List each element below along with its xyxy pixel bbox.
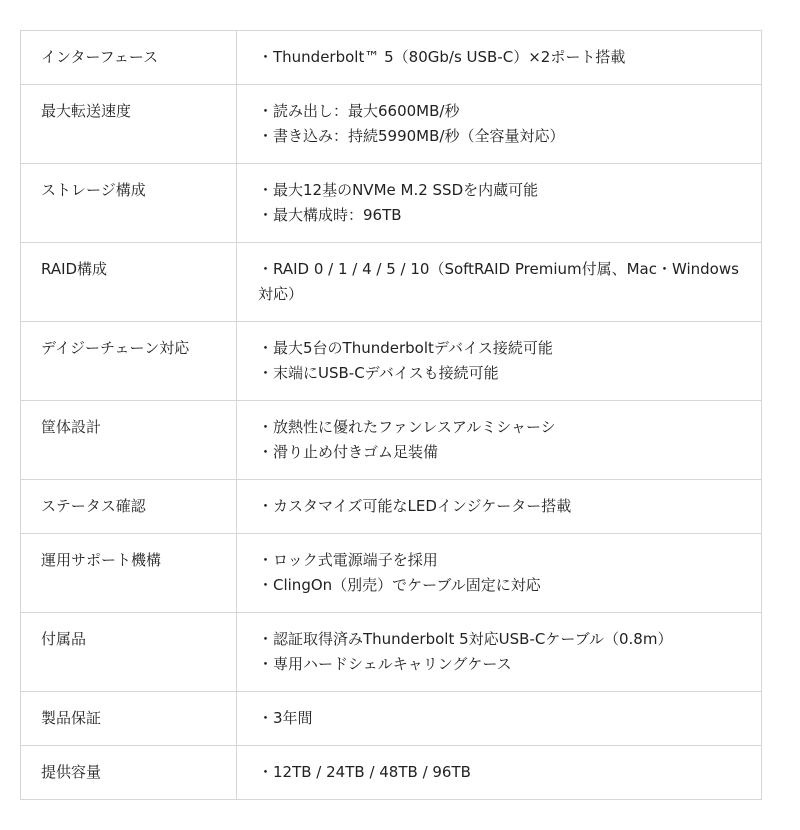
spec-table-body xyxy=(21,31,762,800)
value-line: ・書き込み：持続5990MB/秒（全容量対応） xyxy=(258,127,565,145)
row-label: 製品保証 xyxy=(21,692,237,746)
table-row xyxy=(21,692,762,746)
value-line: ・末端にUSB-Cデバイスも接続可能 xyxy=(258,364,499,382)
row-label: インターフェース xyxy=(21,31,237,85)
table-row xyxy=(21,31,762,85)
row-label: RAID構成 xyxy=(21,243,237,322)
row-value xyxy=(237,164,762,243)
row-label: ステータス確認 xyxy=(21,480,237,534)
value-line: ・ClingOn（別売）でケーブル固定に対応 xyxy=(258,576,541,594)
value-line: ・12TB / 24TB / 48TB / 96TB xyxy=(258,763,471,781)
row-value xyxy=(237,85,762,164)
table-row xyxy=(21,164,762,243)
value-line: ・読み出し：最大6600MB/秒 xyxy=(258,102,460,120)
value-line: ・ロック式電源端子を採用 xyxy=(258,551,438,569)
row-value xyxy=(237,480,762,534)
table-row xyxy=(21,322,762,401)
row-label: デイジーチェーン対応 xyxy=(21,322,237,401)
spec-table xyxy=(20,30,762,800)
row-label: 提供容量 xyxy=(21,746,237,800)
row-value xyxy=(237,746,762,800)
row-value xyxy=(237,322,762,401)
value-line: ・滑り止め付きゴム足装備 xyxy=(258,443,439,461)
value-line: ・RAID 0 / 1 / 4 / 5 / 10（SoftRAID Premium付属、Mac・Windows対応） xyxy=(258,260,739,303)
row-value xyxy=(237,401,762,480)
value-line: ・Thunderbolt™ 5（80Gb/s USB-C）×2ポート搭載 xyxy=(258,48,626,66)
row-label: 運用サポート機構 xyxy=(21,534,237,613)
table-row xyxy=(21,746,762,800)
table-row xyxy=(21,613,762,692)
row-label: 付属品 xyxy=(21,613,237,692)
row-value xyxy=(237,243,762,322)
value-line: ・最大構成時：96TB xyxy=(258,206,402,224)
value-line: ・3年間 xyxy=(258,709,313,727)
row-label: 最大転送速度 xyxy=(21,85,237,164)
row-value xyxy=(237,692,762,746)
table-row xyxy=(21,480,762,534)
value-line: ・最大5台のThunderboltデバイス接続可能 xyxy=(258,339,553,357)
row-label: 筐体設計 xyxy=(21,401,237,480)
table-row xyxy=(21,85,762,164)
value-line: ・専用ハードシェルキャリングケース xyxy=(258,655,512,673)
table-row xyxy=(21,243,762,322)
table-row xyxy=(21,401,762,480)
table-row xyxy=(21,534,762,613)
value-line: ・認証取得済みThunderbolt 5対応USB-Cケーブル（0.8m） xyxy=(258,630,673,648)
value-line: ・最大12基のNVMe M.2 SSDを内蔵可能 xyxy=(258,181,539,199)
row-label: ストレージ構成 xyxy=(21,164,237,243)
value-line: ・放熱性に優れたファンレスアルミシャーシ xyxy=(258,418,556,436)
row-value xyxy=(237,534,762,613)
row-value xyxy=(237,613,762,692)
value-line: ・カスタマイズ可能なLEDインジケーター搭載 xyxy=(258,497,572,515)
row-value xyxy=(237,31,762,85)
